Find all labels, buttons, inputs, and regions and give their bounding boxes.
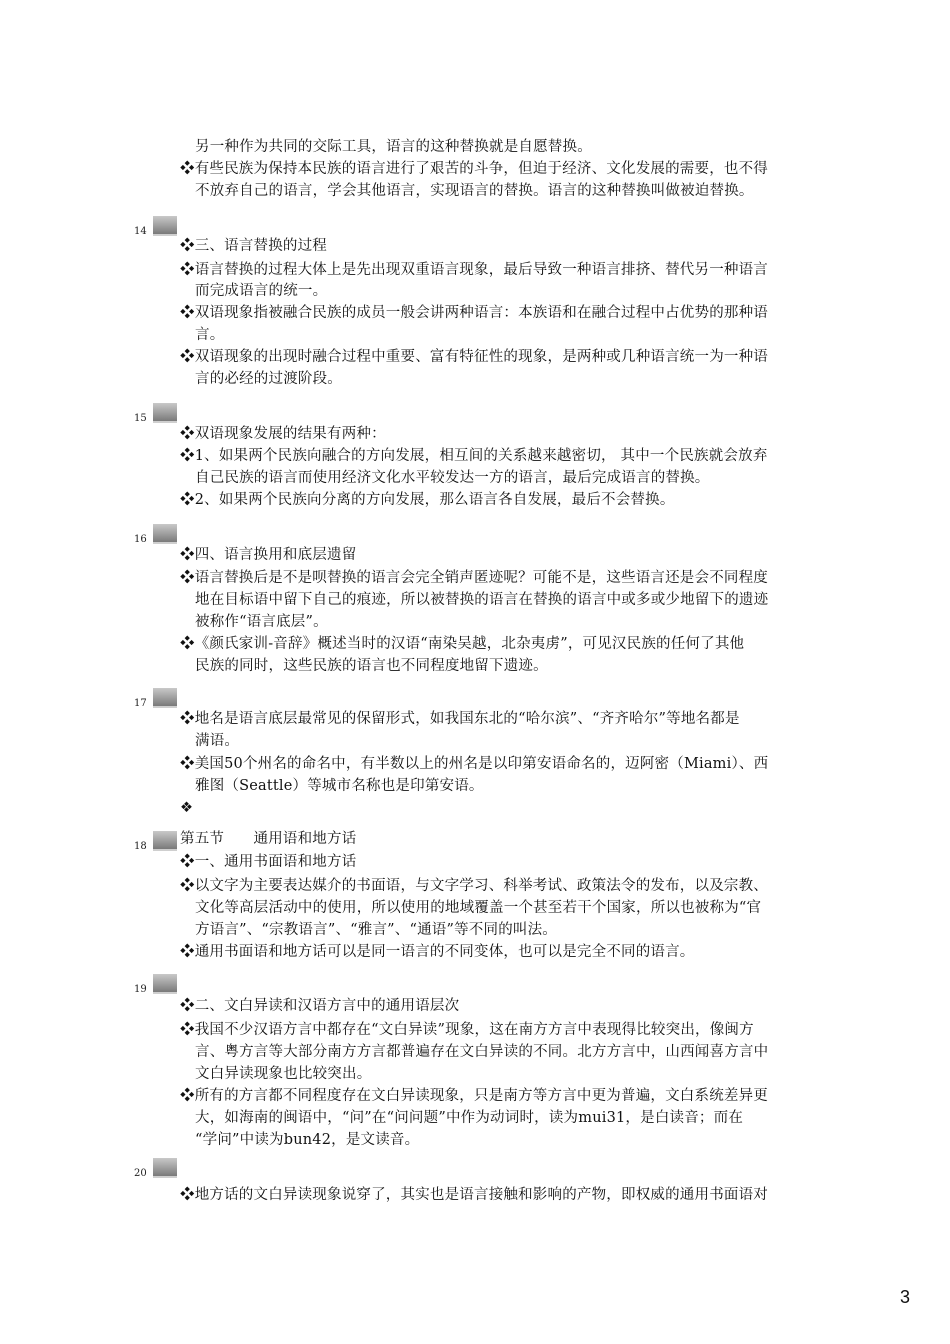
text-line: 文白异读现象也比较突出。 [195, 1066, 372, 1082]
bullet-line: ❖我国不少汉语方言中都存在“文白异读”现象，这在南方方言中表现得比较突出，像闽方 [180, 1022, 754, 1038]
text-line: 方语言”、“宗教语言”、“雅言”、“通语”等不同的叫法。 [195, 922, 557, 938]
slide-number: 16 [134, 534, 147, 545]
text-line: 地在目标语中留下自己的痕迹，所以被替换的语言在替换的语言中或多或少地留下的遗迹 [195, 592, 769, 608]
bullet-heading: ❖四、语言换用和底层遗留 [180, 547, 357, 563]
text-line: 而完成语言的统一。 [195, 283, 328, 299]
bullet-line: ❖双语现象的出现时融合过程中重要、富有特征性的现象，是两种或几种语言统一为一种语 [180, 349, 768, 365]
bullet-line: ❖《颜氏家训-音辞》概述当时的汉语“南染吴越，北杂夷虏”，可见汉民族的任何了其他 [180, 636, 745, 652]
bullet-line: ❖语言替换后是不是呗替换的语言会完全销声匿迹呢？可能不是，这些语言还是会不同程度 [180, 570, 768, 586]
bullet-line: ❖2、如果两个民族向分离的方向发展，那么语言各自发展，最后不会替换。 [180, 492, 675, 508]
slide-number: 19 [134, 984, 147, 995]
slide-number: 20 [134, 1168, 147, 1179]
text-line: 民族的同时，这些民族的语言也不同程度地留下遗迹。 [195, 658, 548, 674]
slide-thumbnail-icon [153, 403, 177, 423]
slide-number: 18 [134, 841, 147, 852]
text-line: 另一种作为共同的交际工具，语言的这种替换就是自愿替换。 [195, 139, 592, 155]
bullet-line: ❖地方话的文白异读现象说穿了，其实也是语言接触和影响的产物，即权威的通用书面语对 [180, 1187, 768, 1203]
slide-number: 14 [134, 226, 147, 237]
bullet-line: ❖1、如果两个民族向融合的方向发展，相互间的关系越来越密切， 其中一个民族就会放弃 [180, 448, 768, 464]
bullet-heading: ❖双语现象发展的结果有两种： [180, 426, 386, 442]
bullet-line: ❖通用书面语和地方话可以是同一语言的不同变体，也可以是完全不同的语言。 [180, 944, 695, 960]
page-number: 3 [899, 1287, 910, 1307]
text-line: 言的必经的过渡阶段。 [195, 371, 342, 387]
bullet-heading: ❖二、文白异读和汉语方言中的通用语层次 [180, 998, 460, 1014]
bullet-heading: ❖一、通用书面语和地方话 [180, 854, 357, 870]
bullet-heading: ❖三、语言替换的过程 [180, 238, 327, 254]
slide-thumbnail-icon [153, 524, 177, 544]
text-line: 言。 [195, 327, 225, 343]
slide-thumbnail-icon [153, 216, 177, 236]
text-line: 文化等高层活动中的使用，所以使用的地域覆盖一个甚至若干个国家，所以也被称为“官 [195, 900, 762, 916]
text-line: 不放弃自己的语言，学会其他语言，实现语言的替换。语言的这种替换叫做被迫替换。 [195, 183, 754, 199]
slide-thumbnail-icon [153, 974, 177, 994]
slide-thumbnail-icon [153, 831, 177, 851]
text-line: 雅图（Seattle）等城市名称也是印第安语。 [195, 778, 484, 794]
bullet-line: ❖所有的方言都不同程度存在文白异读现象，只是南方等方言中更为普遍，文白系统差异更 [180, 1088, 768, 1104]
bullet-line: ❖地名是语言底层最常见的保留形式，如我国东北的“哈尔滨”、“齐齐哈尔”等地名都是 [180, 711, 740, 727]
slide-thumbnail-icon [153, 688, 177, 708]
text-line: 言、粤方言等大部分南方方言都普遍存在文白异读的不同。北方方言中，山西闻喜方言中 [195, 1044, 769, 1060]
text-line: 被称作“语言底层”。 [195, 614, 328, 630]
bullet-line: ❖双语现象指被融合民族的成员一般会讲两种语言：本族语和在融合过程中占优势的那种语 [180, 305, 768, 321]
empty-bullet: ❖ [180, 800, 194, 816]
section-heading: 第五节 通用语和地方话 [180, 831, 357, 847]
bullet-line: ❖有些民族为保持本民族的语言进行了艰苦的斗争，但迫于经济、文化发展的需要，也不得 [180, 161, 768, 177]
text-line: 自己民族的语言而使用经济文化水平较发达一方的语言，最后完成语言的替换。 [195, 470, 710, 486]
slide-number: 15 [134, 413, 147, 424]
bullet-line: ❖美国50个州名的命名中，有半数以上的州名是以印第安语命名的，迈阿密（Miami）、西 [180, 756, 769, 772]
text-line: “学问”中读为bun42，是文读音。 [195, 1132, 420, 1148]
bullet-line: ❖语言替换的过程大体上是先出现双重语言现象，最后导致一种语言排挤、替代另一种语言 [180, 262, 768, 278]
bullet-line: ❖以文字为主要表达媒介的书面语，与文字学习、科举考试、政策法令的发布，以及宗教、 [180, 878, 768, 894]
text-line: 满语。 [195, 733, 240, 749]
slide-number: 17 [134, 698, 147, 709]
slide-thumbnail-icon [153, 1158, 177, 1178]
text-line: 大，如海南的闽语中，“问”在“问问题”中作为动词时，读为mui31，是白读音；而在 [195, 1110, 744, 1126]
